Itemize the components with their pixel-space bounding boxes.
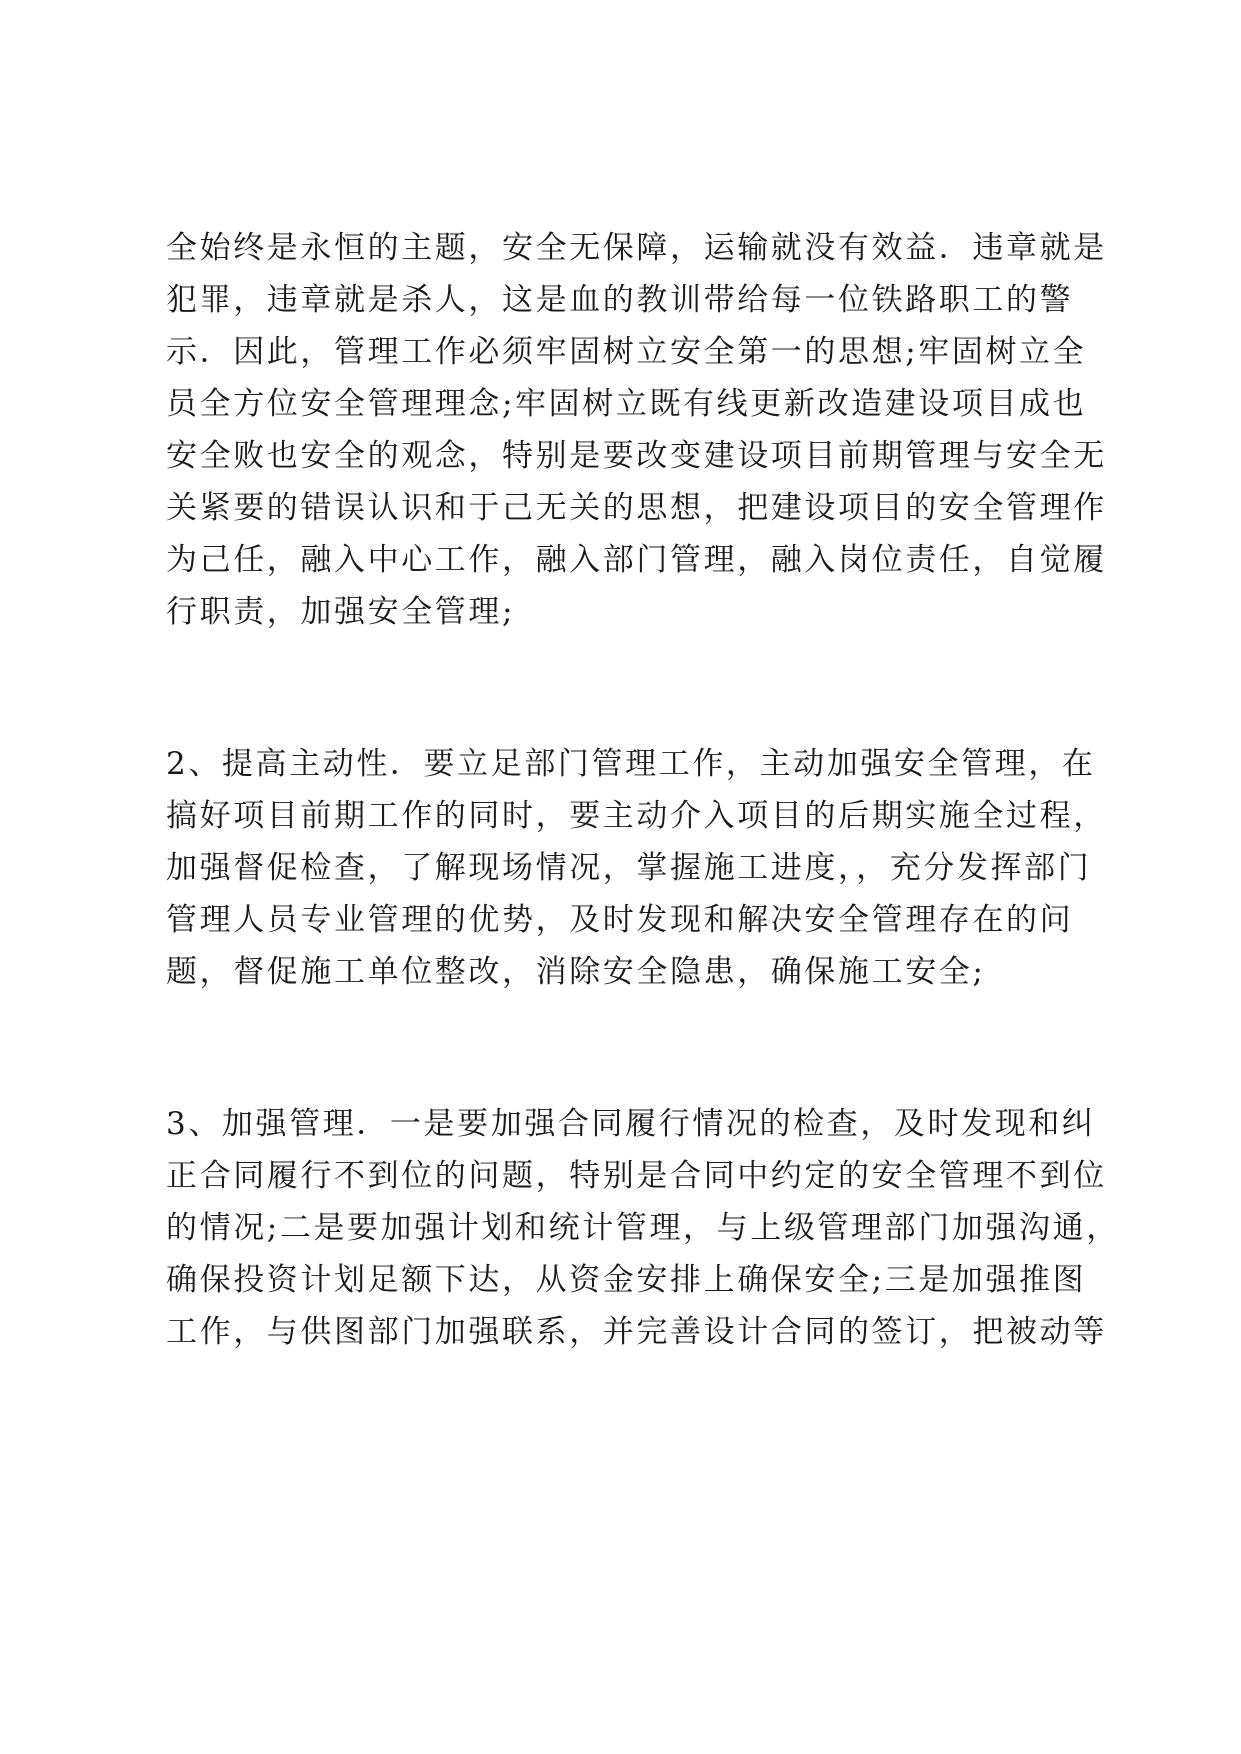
- paragraph-2: [166, 738, 1107, 998]
- text-line: 加强督促检查，了解现场情况，掌握施工进度，，充分发挥部门: [166, 850, 1092, 886]
- text-line: 行职责，加强安全管理;: [166, 594, 516, 630]
- text-line: 管理人员专业管理的优势，及时发现和解决安全管理存在的问: [166, 902, 1074, 938]
- paragraph-spacer: [166, 638, 1096, 738]
- paragraph-spacer: [166, 998, 1096, 1098]
- text-line: 正合同履行不到位的问题，特别是合同中约定的安全管理不到位: [166, 1158, 1107, 1194]
- text-line: 员全方位安全管理理念;牢固树立既有线更新改造建设项目成也: [166, 386, 1087, 422]
- text-line: 2、提高主动性．要立足部门管理工作，主动加强安全管理，在: [166, 746, 1096, 782]
- text-line: 3、加强管理．一是要加强合同履行情况的检查，及时发现和纠: [166, 1106, 1096, 1142]
- text-line: 为己任，融入中心工作，融入部门管理，融入岗位责任，自觉履: [166, 542, 1107, 578]
- text-line: 确保投资计划足额下达，从资金安排上确保安全;三是加强推图: [166, 1262, 1087, 1298]
- text-line: 工作，与供图部门加强联系，并完善设计合同的签订，把被动等: [166, 1314, 1107, 1350]
- paragraph-1: [166, 222, 1107, 638]
- text-line: 题，督促施工单位整改，消除安全隐患，确保施工安全;: [166, 954, 986, 990]
- text-line: 关紧要的错误认识和于己无关的思想，把建设项目的安全管理作: [166, 490, 1107, 526]
- text-line: 犯罪，违章就是杀人，这是血的教训带给每一位铁路职工的警: [166, 282, 1074, 318]
- document-body: [166, 222, 1120, 1358]
- text-line: 搞好项目前期工作的同时，要主动介入项目的后期实施全过程，: [166, 798, 1107, 834]
- paragraph-3: [166, 1098, 1120, 1358]
- text-line: 安全败也安全的观念，特别是要改变建设项目前期管理与安全无: [166, 438, 1107, 474]
- text-line: 的情况;二是要加强计划和统计管理，与上级管理部门加强沟通，: [166, 1210, 1120, 1246]
- text-line: 全始终是永恒的主题，安全无保障，运输就没有效益．违章就是: [166, 230, 1107, 266]
- text-line: 示．因此，管理工作必须牢固树立安全第一的思想;牢固树立全: [166, 334, 1087, 370]
